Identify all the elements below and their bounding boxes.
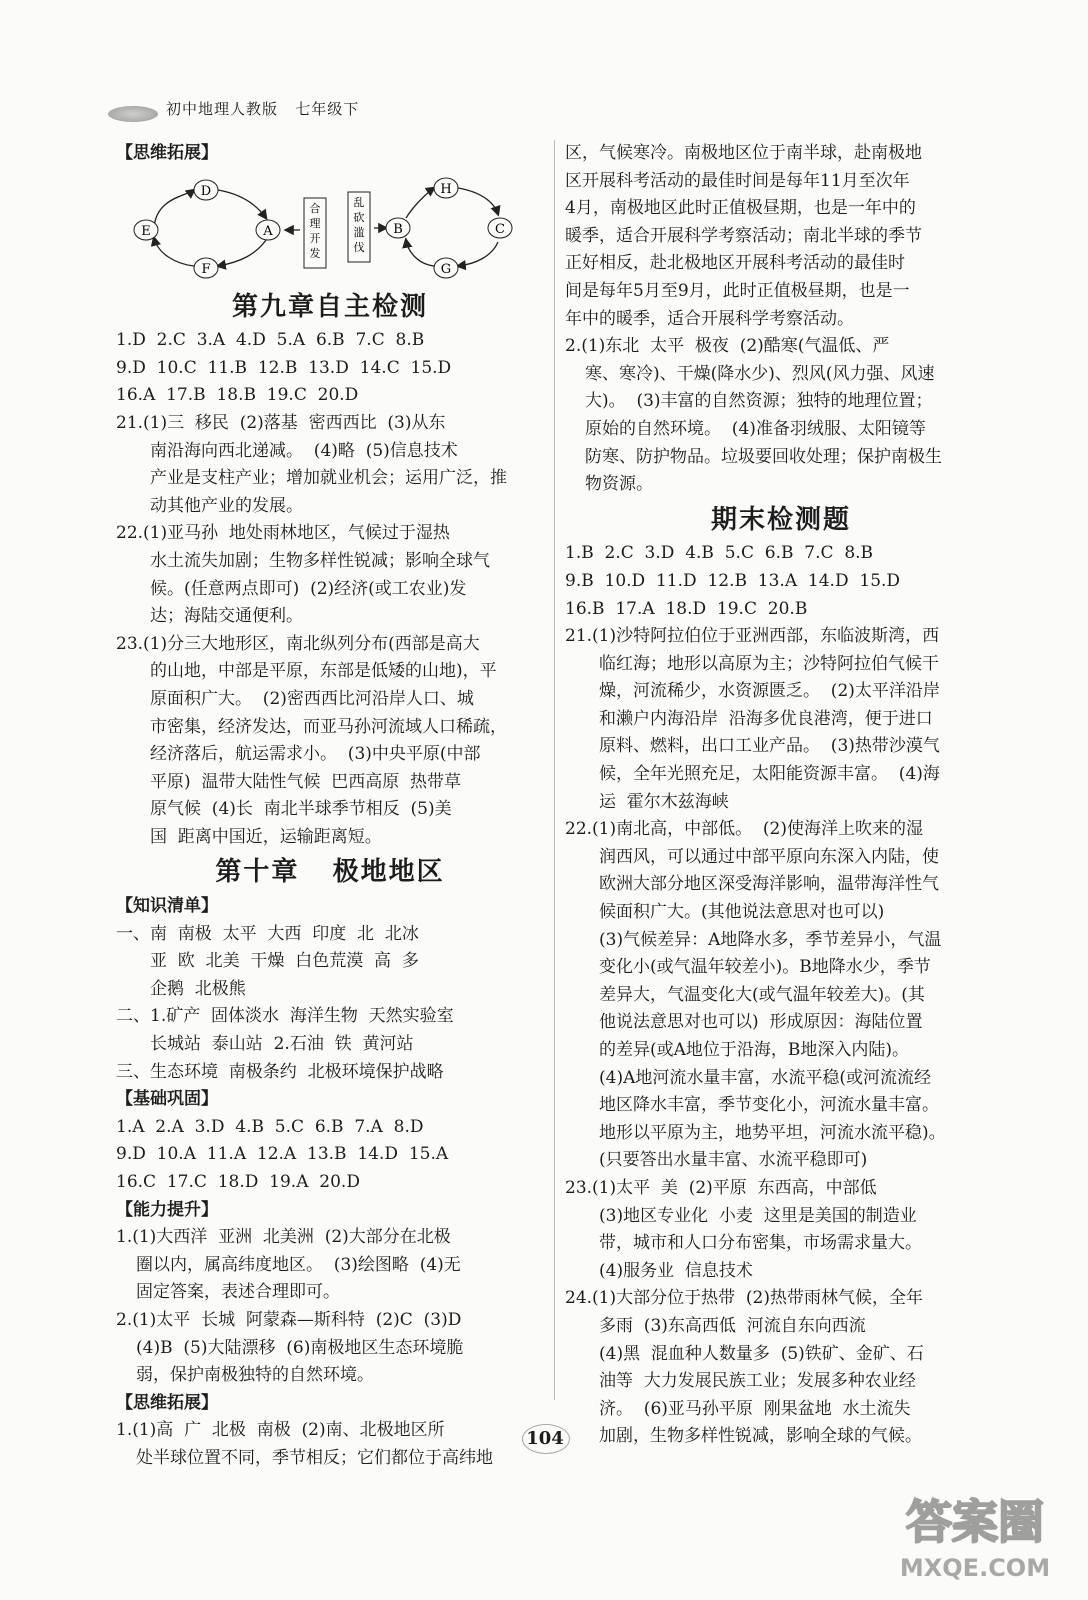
node-c [488, 218, 512, 238]
siwei2-line: 1.(1)高 广 北极 南极 (2)南、北极地区所 [116, 1420, 445, 1441]
ch9-mc-line: 1.D 2.C 3.A 4.D 5.A 6.B 7.C 8.B [116, 330, 425, 351]
ch9-q21-line: 动其他产业的发展。 [150, 495, 303, 516]
node-a [256, 220, 280, 240]
q22-line: 22.(1)南北高，中部低。 (2)使海洋上吹来的湿 [565, 819, 924, 840]
ch9-q23-line: 经济落后，航运需求小。 (3)中央平原(中部 [150, 744, 481, 765]
final-exam-title: 期末检测题 [710, 504, 851, 535]
ch9-mc-line: 9.D 10.C 11.B 12.B 13.D 14.C 15.D [116, 357, 452, 378]
q22-line: (只要答出水量丰富、水流平稳即可) [599, 1150, 868, 1171]
q2-line: 物资源。 [585, 474, 653, 495]
node-f [194, 258, 218, 278]
section-nengli: 【能力提升】 [116, 1199, 218, 1220]
left-column [116, 140, 544, 1473]
q21-line: 燥，河流稀少，水资源匮乏。 (2)太平洋沿岸 [599, 681, 940, 702]
nengli-line: 2.(1)太平 长城 阿蒙森—斯科特 (2)C (3)D [116, 1309, 462, 1330]
watermark-text: 答案圈 [906, 1495, 1044, 1549]
final-mc-line: 16.B 17.A 18.D 19.C 20.B [565, 598, 808, 619]
node-label: C [495, 221, 505, 237]
q21-line: 21.(1)沙特阿拉伯位于亚洲西部，东临波斯湾，西 [565, 626, 940, 647]
section-jichu: 【基础巩固】 [116, 1089, 218, 1110]
q23-line: 带，城市和人口分布密集，市场需求量大。 [599, 1233, 922, 1254]
q2-line: 防寒、防护物品。垃圾要回收处理；保护南极生 [585, 446, 942, 467]
column-divider [554, 140, 555, 1400]
jichu-line: 16.C 17.C 18.D 19.A 20.D [116, 1172, 360, 1192]
q22-line: 润西风，可以通过中部平原向东深入内陆，使 [599, 846, 939, 867]
cont-line: 间是每年5月至9月，此时正值极昼期，也是一 [565, 280, 910, 301]
zhishi-line: 长城站 泰山站 2.石油 铁 黄河站 [150, 1034, 414, 1055]
node-d [194, 180, 218, 200]
node-label: F [201, 261, 211, 277]
cycle-diagram [116, 168, 544, 286]
q22-line: (3)气候差异：A地降水多，季节差异小，气温 [599, 929, 942, 950]
final-mc-line: 1.B 2.C 3.D 4.B 5.C 6.B 7.C 8.B [565, 543, 874, 564]
node-label: G [440, 261, 452, 277]
ch9-q21-line: 21.(1)三 移民 (2)落基 密西西比 (3)从东 [116, 412, 446, 433]
page-header [108, 92, 528, 136]
q21-line: 运 霍尔木兹海峡 [599, 791, 729, 812]
cont-line: 年中的暖季，适合开展科学考察活动。 [565, 308, 854, 329]
node-label: A [263, 223, 273, 239]
q24-line: 济。 (6)亚马孙平原 刚果盆地 水土流失 [599, 1398, 911, 1419]
cont-line: 区开展科考活动的最佳时间是每年11月至次年 [565, 170, 910, 191]
cont-line: 暖季，适合开展科学考察活动；南北半球的季节 [565, 225, 922, 246]
jichu-line: 9.D 10.A 11.A 12.A 13.B 14.D 15.A [116, 1144, 449, 1165]
node-e [134, 220, 158, 240]
q2-line: 2.(1)东北 太平 极夜 (2)酷寒(气温低、严 [565, 336, 890, 357]
header-logo-icon [108, 106, 158, 122]
chapter-10-title: 第十章 极地地区 [215, 857, 445, 888]
ch9-q22-line: 22.(1)亚马孙 地处雨林地区，气候过于湿热 [116, 523, 450, 544]
section-zhishi: 【知识清单】 [116, 896, 218, 917]
nengli-line: 1.(1)大西洋 亚洲 北美洲 (2)大部分在北极 [116, 1227, 451, 1248]
q2-line: 原始的自然环境。 (4)准备羽绒服、太阳镜等 [585, 418, 926, 439]
q21-line: 原料、燃料，出口工业产品。 (3)热带沙漠气 [599, 736, 940, 757]
q24-line: (4)黑 混血种人数量多 (5)铁矿、金矿、石 [599, 1343, 924, 1364]
q21-line: 临红海；地形以高原为主；沙特阿拉伯气候干 [599, 653, 939, 674]
node-h [434, 178, 458, 198]
node-label: H [440, 181, 452, 197]
section-siwei-1: 【思维拓展】 [116, 143, 218, 163]
zhishi-line: 一、南 南极 太平 大西 印度 北 北冰 [116, 923, 419, 944]
q23-line: 23.(1)太平 美 (2)平原 东西高，中部低 [565, 1177, 877, 1198]
zhishi-line: 二、1.矿产 固体淡水 海洋生物 天然实验室 [116, 1006, 454, 1027]
zhishi-line: 亚 欧 北美 干燥 白色荒漠 高 多 [150, 951, 419, 972]
q22-line: (4)A地河流水量丰富，水流平稳(或河流流经 [599, 1067, 931, 1088]
ch9-q23-line: 的山地，中部是平原，东部是低矮的山地)，平 [150, 661, 497, 682]
ch9-q23-line: 原面积广大。 (2)密西西比河沿岸人口、城 [150, 688, 474, 709]
ch9-q23-line: 国 距离中国近，运输距离短。 [150, 826, 382, 847]
final-mc-line: 9.B 10.D 11.D 12.B 13.A 14.D 15.D [565, 570, 901, 591]
box-label: 合理开发 [309, 201, 321, 260]
node-label: D [200, 183, 212, 199]
q22-line: 地形以平原为主，地势平坦，河流水流平稳)。 [599, 1122, 946, 1143]
ch9-q22-line: 达；海陆交通便利。 [150, 606, 303, 627]
watermark-url: MXQE.COM [899, 1554, 1051, 1582]
q2-line: 寒、寒冷)、干燥(降水少)、烈风(风力强、风速 [585, 363, 935, 384]
q24-line: 24.(1)大部分位于热带 (2)热带雨林气候，全年 [565, 1288, 924, 1309]
q24-line: 多雨 (3)东高西低 河流自东向西流 [599, 1315, 866, 1336]
q2-line: 大)。 (3)丰富的自然资源；独特的地理位置； [585, 391, 933, 412]
q23-line: (4)服务业 信息技术 [599, 1260, 753, 1281]
box-luankan-lanfa [348, 192, 370, 262]
siwei2-line: 处半球位置不同，季节相反；它们都位于高纬地 [136, 1447, 493, 1468]
node-label: B [393, 221, 403, 237]
box-label: 乱砍滥伐 [353, 195, 365, 254]
ch9-q21-line: 产业是支柱产业；增加就业机会；运用广泛，推 [150, 468, 507, 489]
cycle-diagram-svg [116, 168, 544, 286]
q22-line: 欧洲大部分地区深受海洋影响，温带海洋性气 [599, 874, 939, 895]
q24-line: 油等 大力发展民族工业；发展多种农业经 [599, 1371, 916, 1392]
zhishi-line: 企鹅 北极熊 [150, 978, 246, 999]
header-text: 初中地理人教版 七年级下 [166, 100, 360, 118]
q22-line: 的差异(或A地位于沿海，B地深入内陆)。 [599, 1040, 910, 1060]
node-b [386, 218, 410, 238]
nengli-line: 弱，保护南极独特的自然环境。 [136, 1365, 374, 1386]
node-g [434, 258, 458, 278]
zhishi-line: 三、生态环境 南极条约 北极环境保护战略 [116, 1061, 444, 1082]
q22-line: 差异大，气温变化大(或气温年较差大)。(其 [599, 984, 925, 1005]
watermark-logo [880, 1488, 1070, 1588]
box-heli-kaifa [304, 198, 326, 268]
ch9-q22-line: 候。(任意两点即可) (2)经济(或工农业)发 [150, 578, 467, 599]
q21-line: 候，全年光照充足，太阳能资源丰富。 (4)海 [599, 764, 940, 785]
ch9-mc-line: 16.A 17.B 18.B 19.C 20.D [116, 385, 359, 406]
nengli-line: 圈以内，属高纬度地区。 (3)绘图略 (4)无 [136, 1254, 461, 1275]
ch9-q22-line: 水土流失加剧；生物多样性锐减；影响全球气 [150, 550, 490, 571]
ch9-q23-line: 平原) 温带大陆性气候 巴西高原 热带草 [150, 771, 462, 792]
ch9-q23-line: 市密集，经济发达，而亚马孙河流域人口稀疏， [150, 716, 507, 737]
cont-line: 4月，南极地区此时正值极昼期，也是一年中的 [565, 198, 916, 219]
ch9-q23-line: 原气候 (4)长 南北半球季节相反 (5)美 [150, 799, 452, 820]
q22-line: 他说法意思对也可以) 形成原因：海陆位置 [599, 1012, 923, 1033]
q23-line: (3)地区专业化 小麦 这里是美国的制造业 [599, 1205, 917, 1226]
cont-line: 区，气候寒冷。南极地区位于南半球，赴南极地 [565, 143, 922, 163]
ch9-q23-line: 23.(1)分三大地形区，南北纵列分布(西部是高大 [116, 633, 480, 654]
q24-line: 加剧，生物多样性锐减，影响全球的气候。 [599, 1426, 922, 1447]
cont-line: 正好相反，赴北极地区开展科考活动的最佳时 [565, 253, 905, 274]
jichu-line: 1.A 2.A 3.D 4.B 5.C 6.B 7.A 8.D [116, 1116, 424, 1137]
q22-line: 变化小(或气温年较差小)。B地降水少，季节 [599, 957, 931, 978]
watermark-icon [880, 1488, 1070, 1588]
right-column [565, 140, 997, 1451]
chapter-9-title: 第九章自主检测 [231, 291, 428, 322]
q22-line: 地区降水丰富，季节变化小，河流水量丰富。 [599, 1095, 939, 1116]
node-label: E [141, 223, 151, 239]
q21-line: 和濑户内海沿岸 沿海多优良港湾，便于进口 [599, 708, 933, 729]
nengli-line: 固定答案，表述合理即可。 [136, 1282, 340, 1303]
q22-line: 候面积广大。(其他说法意思对也可以) [599, 902, 885, 923]
nengli-line: (4)B (5)大陆漂移 (6)南极地区生态环境脆 [136, 1337, 464, 1358]
ch9-q21-line: 南沿海向西北递减。 (4)略 (5)信息技术 [150, 440, 458, 461]
section-siwei-2: 【思维拓展】 [116, 1392, 218, 1413]
page-number: 104 [520, 1428, 570, 1449]
